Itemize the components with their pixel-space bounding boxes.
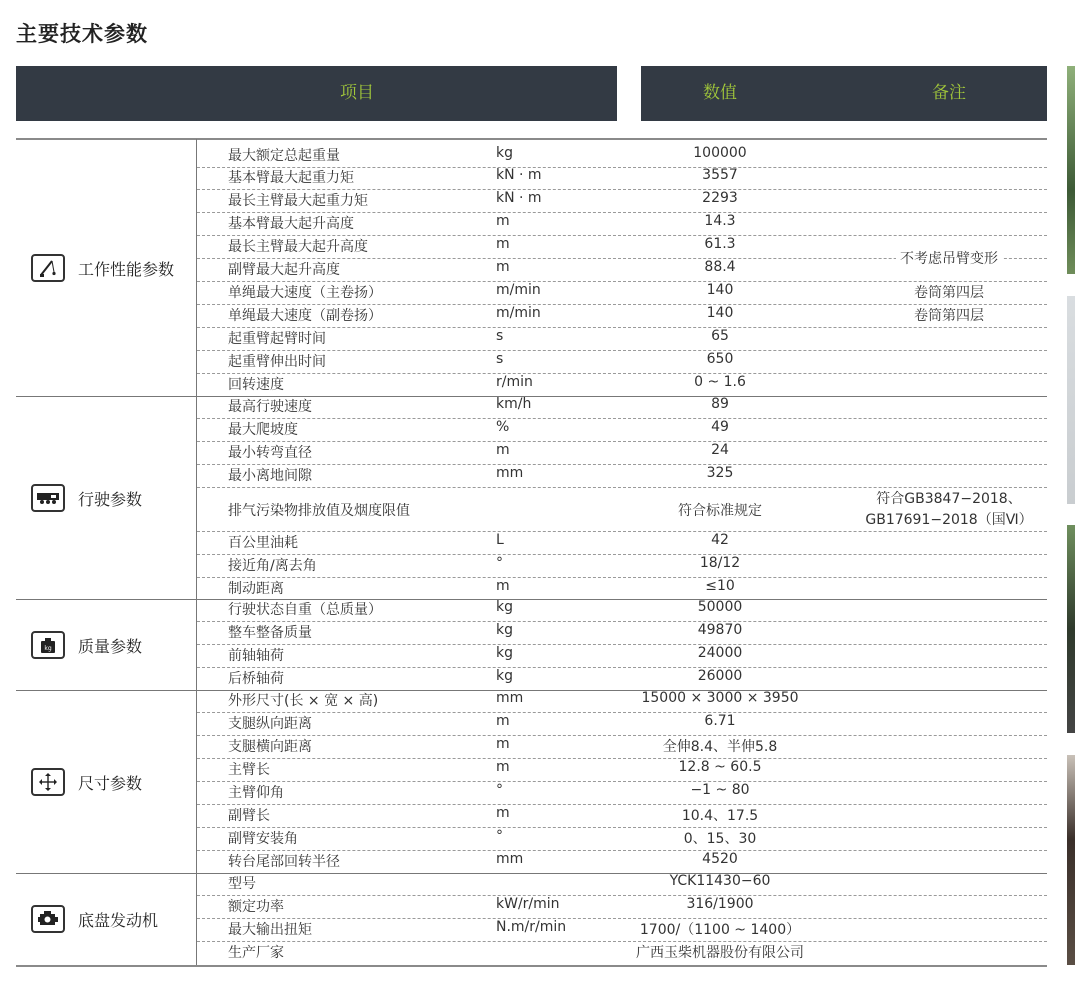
param-value: 100000 <box>693 145 747 161</box>
param-name: 基本臂最大起升高度 <box>228 216 354 232</box>
param-value: 88.4 <box>704 259 736 275</box>
param-value: 3557 <box>702 167 738 183</box>
table-row <box>197 896 1047 919</box>
param-unit: ° <box>496 782 503 798</box>
param-name: 单绳最大速度（副卷扬） <box>228 308 382 324</box>
param-unit: mm <box>496 690 524 706</box>
param-value: 全伸8.4、半伸5.8 <box>662 739 778 755</box>
param-unit: m <box>496 259 510 275</box>
table-row <box>197 419 1047 442</box>
param-name: 转台尾部回转半径 <box>228 854 340 870</box>
param-unit: m <box>496 236 510 252</box>
move-arrows-icon <box>31 768 65 796</box>
photo-strip-1 <box>1067 66 1075 274</box>
param-unit: m <box>496 578 510 594</box>
table-row <box>197 578 1047 601</box>
param-unit: km/h <box>496 396 532 412</box>
param-name: 外形尺寸(长 × 宽 × 高) <box>228 693 379 709</box>
param-note: 符合GB3847−2018、 <box>876 491 1022 507</box>
param-name: 最小转弯直径 <box>228 445 312 461</box>
param-name: 后桥轴荷 <box>228 671 284 687</box>
header-value: 数值 <box>703 83 737 103</box>
param-unit: kg <box>496 622 513 638</box>
category-label: 尺寸参数 <box>78 773 143 793</box>
param-value: 14.3 <box>704 213 736 229</box>
param-value: ≤10 <box>705 578 735 594</box>
param-unit: L <box>496 532 504 548</box>
param-unit: mm <box>496 851 524 867</box>
table-row <box>197 782 1047 805</box>
param-name: 接近角/离去角 <box>228 558 317 574</box>
param-value: 0 ~ 1.6 <box>694 374 746 390</box>
param-value: 2293 <box>702 190 738 206</box>
param-value: 1700/（1100 ~ 1400） <box>639 922 801 938</box>
param-unit: kN · m <box>496 190 542 206</box>
param-unit: kg <box>496 145 513 161</box>
param-value: 140 <box>706 305 734 321</box>
table-row <box>197 873 1047 896</box>
table-row <box>197 555 1047 578</box>
table-bottom-rule <box>16 965 1047 967</box>
table-row <box>197 328 1047 351</box>
param-name: 副臂安装角 <box>228 831 298 847</box>
photo-strip-4 <box>1067 755 1075 965</box>
param-value: 10.4、17.5 <box>681 808 759 824</box>
category-1 <box>16 139 196 396</box>
param-name: 整车整备质量 <box>228 625 312 641</box>
table-row <box>197 374 1047 397</box>
table-row <box>197 599 1047 622</box>
param-value: 42 <box>711 532 729 548</box>
param-value: 61.3 <box>704 236 736 252</box>
param-name: 生产厂家 <box>228 945 284 961</box>
param-value: 4520 <box>702 851 738 867</box>
param-value: 15000 × 3000 × 3950 <box>641 690 799 706</box>
param-unit: s <box>496 328 504 344</box>
table-row <box>197 282 1047 305</box>
span-note: 不考虑吊臂变形 <box>896 248 1002 268</box>
param-value: 65 <box>711 328 729 344</box>
param-name: 副臂最大起升高度 <box>228 262 340 278</box>
table-row <box>197 713 1047 736</box>
param-unit: m <box>496 442 510 458</box>
table-row <box>197 759 1047 782</box>
table-row <box>197 736 1047 759</box>
param-value: 49870 <box>697 622 743 638</box>
table-row <box>197 190 1047 213</box>
param-name: 回转速度 <box>228 377 284 393</box>
photo-strip-3 <box>1067 525 1075 733</box>
param-unit: % <box>496 419 510 435</box>
param-note-line2: GB17691−2018（国Ⅵ） <box>865 512 1033 528</box>
page-title: 主要技术参数 <box>16 22 148 46</box>
param-unit: m/min <box>496 305 541 321</box>
param-name: 主臂仰角 <box>228 785 284 801</box>
param-unit: m <box>496 736 510 752</box>
param-name: 起重臂伸出时间 <box>228 354 326 370</box>
category-label: 工作性能参数 <box>78 259 175 279</box>
table-row <box>197 805 1047 828</box>
param-value: 12.8 ~ 60.5 <box>678 759 762 775</box>
header-remark: 备注 <box>932 83 966 103</box>
category-3 <box>16 599 196 690</box>
param-name: 排气污染物排放值及烟度限值 <box>228 503 410 519</box>
param-name: 行驶状态自重（总质量） <box>228 602 382 618</box>
param-name: 支腿横向距离 <box>228 739 312 755</box>
category-4 <box>16 690 196 873</box>
table-row <box>197 488 1047 532</box>
truck-icon <box>31 484 65 512</box>
category-label: 行驶参数 <box>78 489 143 509</box>
param-name: 额定功率 <box>228 899 284 915</box>
table-row <box>197 532 1047 555</box>
table-row <box>197 167 1047 190</box>
param-unit: m <box>496 213 510 229</box>
table-row <box>197 351 1047 374</box>
param-name: 最高行驶速度 <box>228 399 312 415</box>
param-value: 24000 <box>697 645 743 661</box>
param-unit: m/min <box>496 282 541 298</box>
table-row <box>197 942 1047 965</box>
param-note: 卷筒第四层 <box>914 285 984 301</box>
header-item: 项目 <box>340 83 374 103</box>
param-name: 最大爬坡度 <box>228 422 298 438</box>
param-value: YCK11430−60 <box>669 873 771 889</box>
param-value: −1 ~ 80 <box>690 782 750 798</box>
param-value: 18/12 <box>699 555 741 571</box>
param-unit: ° <box>496 555 503 571</box>
param-unit: ° <box>496 828 503 844</box>
param-unit: kg <box>496 668 513 684</box>
param-unit: kg <box>496 599 513 615</box>
param-value: 89 <box>711 396 729 412</box>
param-unit: s <box>496 351 504 367</box>
crane-hook-icon <box>31 254 65 282</box>
table-header-left <box>16 66 617 121</box>
svg-text:kg: kg <box>44 644 52 652</box>
table-row <box>197 919 1047 942</box>
param-name: 副臂长 <box>228 808 270 824</box>
param-unit: kN · m <box>496 167 542 183</box>
param-unit: r/min <box>496 374 533 390</box>
category-label: 质量参数 <box>78 636 143 656</box>
param-value: 316/1900 <box>686 896 754 912</box>
param-unit: kW/r/min <box>496 896 560 912</box>
param-value: 符合标准规定 <box>678 503 762 519</box>
category-2 <box>16 396 196 599</box>
param-name: 前轴轴荷 <box>228 648 284 664</box>
category-label: 底盘发动机 <box>78 911 159 930</box>
param-name: 百公里油耗 <box>228 535 298 551</box>
photo-strip-2 <box>1067 296 1075 504</box>
param-unit: m <box>496 805 510 821</box>
param-value: 50000 <box>697 599 743 615</box>
table-row <box>197 145 1047 168</box>
table-row <box>197 851 1047 874</box>
param-unit: m <box>496 713 510 729</box>
param-name: 最大额定总起重量 <box>228 148 340 164</box>
param-name: 最大输出扭矩 <box>228 922 312 938</box>
param-value: 0、15、30 <box>683 831 757 847</box>
engine-icon <box>31 905 65 933</box>
param-name: 支腿纵向距离 <box>228 716 312 732</box>
param-name: 起重臂起臂时间 <box>228 331 326 347</box>
category-5 <box>16 873 196 965</box>
weight-kg-icon <box>31 631 65 659</box>
param-value: 650 <box>706 351 734 367</box>
param-unit: N.m/r/min <box>496 919 567 935</box>
table-row <box>197 645 1047 668</box>
table-row <box>197 442 1047 465</box>
param-name: 单绳最大速度（主卷扬） <box>228 285 382 301</box>
param-value: 26000 <box>697 668 743 684</box>
table-header-right <box>641 66 1047 121</box>
table-row <box>197 828 1047 851</box>
param-value: 49 <box>711 419 729 435</box>
param-value: 325 <box>706 465 734 481</box>
param-note: 卷筒第四层 <box>914 308 984 324</box>
param-name: 最长主臂最大起升高度 <box>228 239 368 255</box>
param-name: 制动距离 <box>228 581 284 597</box>
param-value: 140 <box>706 282 734 298</box>
param-value: 24 <box>711 442 729 458</box>
param-unit: kg <box>496 645 513 661</box>
param-value: 6.71 <box>704 713 736 729</box>
table-row <box>197 213 1047 236</box>
param-unit: mm <box>496 465 524 481</box>
param-unit: m <box>496 759 510 775</box>
table-row <box>197 465 1047 488</box>
table-row <box>197 690 1047 713</box>
param-name: 型号 <box>228 876 256 892</box>
param-name: 主臂长 <box>228 762 270 778</box>
param-name: 最小离地间隙 <box>228 468 312 484</box>
param-name: 最长主臂最大起重力矩 <box>228 193 368 209</box>
table-row <box>197 305 1047 328</box>
table-row <box>197 396 1047 419</box>
table-row <box>197 622 1047 645</box>
table-row <box>197 668 1047 691</box>
param-value: 广西玉柴机器股份有限公司 <box>636 945 804 961</box>
param-name: 基本臂最大起重力矩 <box>228 170 354 186</box>
